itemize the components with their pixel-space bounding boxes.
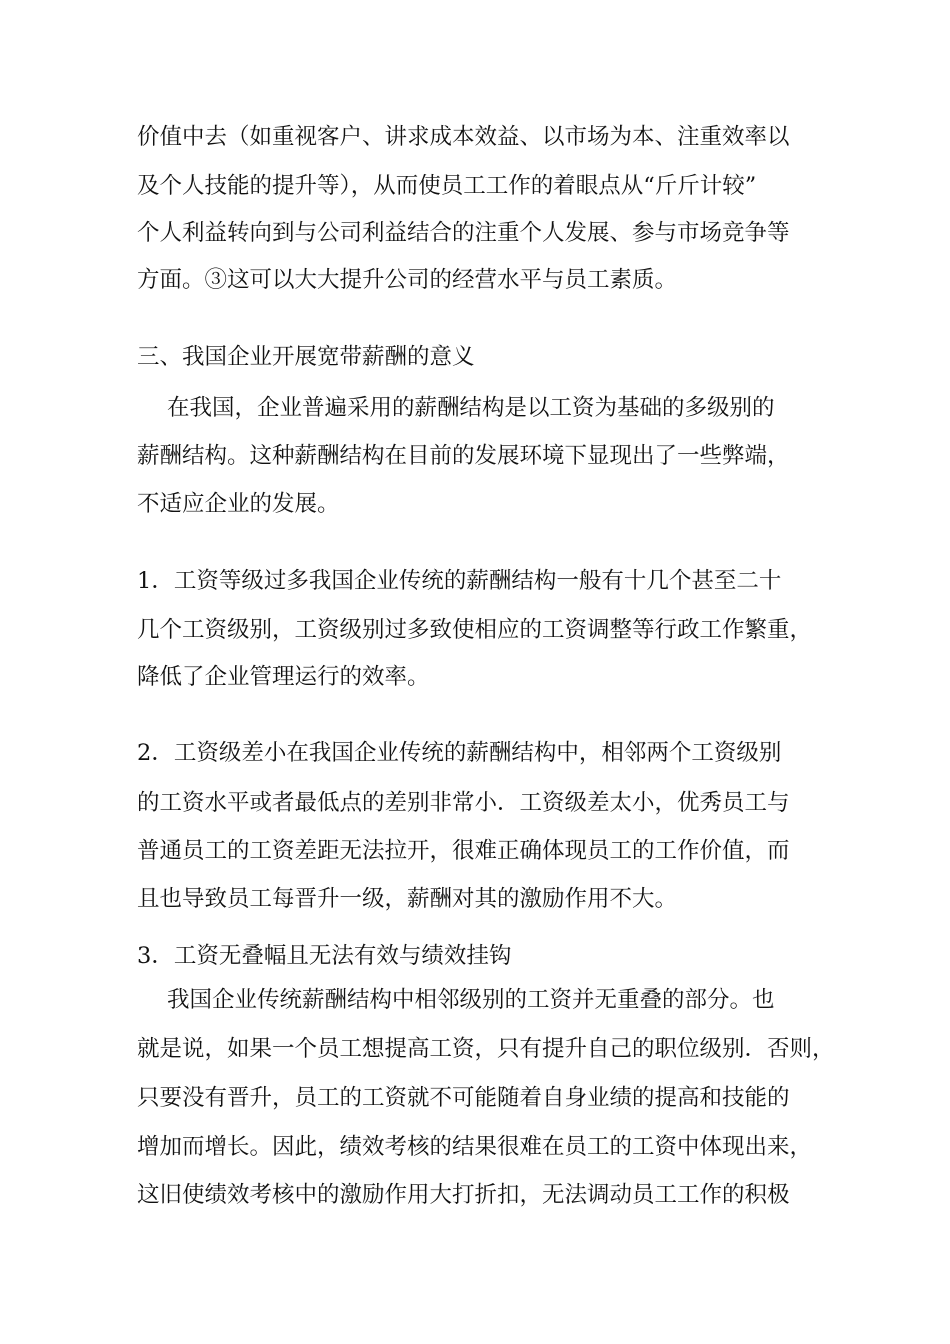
list-item-line: 普通员工的工资差距无法拉开，很难正确体现员工的工作价值，而 bbox=[137, 838, 790, 864]
paragraph-line: 就是说，如果一个员工想提高工资，只有提升自己的职位级别．否则， bbox=[137, 1036, 835, 1062]
paragraph-line: 我国企业传统薪酬结构中相邻级别的工资并无重叠的部分。也 bbox=[167, 987, 775, 1013]
list-item-heading: 3．工资无叠幅且无法有效与绩效挂钩 bbox=[137, 943, 512, 969]
paragraph-line: 个人利益转向到与公司利益结合的注重个人发展、参与市场竞争等 bbox=[137, 220, 790, 246]
paragraph-line: 在我国，企业普遍采用的薪酬结构是以工资为基础的多级别的 bbox=[167, 395, 775, 421]
paragraph-line: 薪酬结构。这种薪酬结构在目前的发展环境下显现出了一些弊端， bbox=[137, 443, 790, 469]
list-item-line: 的工资水平或者最低点的差别非常小．工资级差太小，优秀员工与 bbox=[137, 790, 790, 816]
list-item-line: 2．工资级差小在我国企业传统的薪酬结构中，相邻两个工资级别 bbox=[137, 740, 782, 766]
paragraph-line: 方面。③这可以大大提升公司的经营水平与员工素质。 bbox=[137, 267, 678, 293]
paragraph-line: 只要没有晋升，员工的工资就不可能随着自身业绩的提高和技能的 bbox=[137, 1085, 790, 1111]
list-item-line: 1．工资等级过多我国企业传统的薪酬结构一般有十几个甚至二十 bbox=[137, 568, 782, 594]
paragraph-line: 不适应企业的发展。 bbox=[137, 491, 340, 517]
list-item-line: 几个工资级别，工资级别过多致使相应的工资调整等行政工作繁重， bbox=[137, 617, 813, 643]
paragraph-line: 价值中去（如重视客户、讲求成本效益、以市场为本、注重效率以 bbox=[137, 124, 790, 150]
section-heading: 三、我国企业开展宽带薪酬的意义 bbox=[137, 344, 475, 370]
paragraph-line: 及个人技能的提升等），从而使员工工作的着眼点从“斤斤计较” bbox=[137, 173, 757, 199]
paragraph-line: 增加而增长。因此，绩效考核的结果很难在员工的工资中体现出来， bbox=[137, 1134, 813, 1160]
paragraph-line: 这旧使绩效考核中的激励作用大打折扣，无法调动员工工作的积极 bbox=[137, 1182, 790, 1208]
list-item-line: 降低了企业管理运行的效率。 bbox=[137, 664, 430, 690]
list-item-line: 且也导致员工每晋升一级，薪酬对其的激励作用不大。 bbox=[137, 886, 678, 912]
